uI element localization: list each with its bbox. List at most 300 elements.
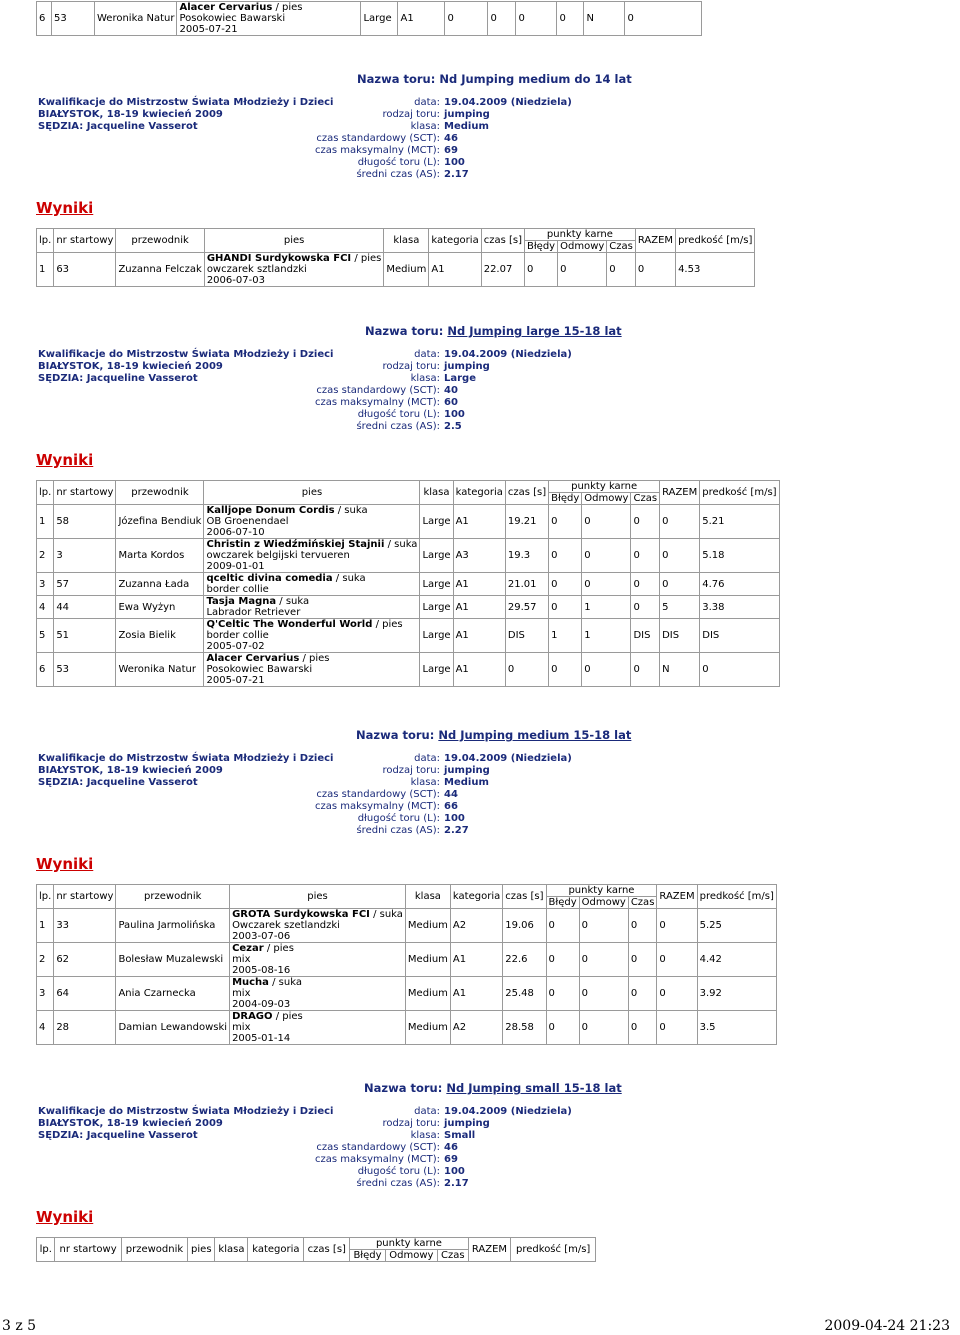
competition-judge: SĘDZIA: Jacqueline Vasserot bbox=[38, 1130, 198, 1141]
info-value: Medium bbox=[444, 777, 489, 788]
klasa-cell: Large bbox=[420, 596, 453, 619]
header-pczas: Czas bbox=[607, 241, 636, 253]
table-row bbox=[37, 2, 702, 36]
results-table bbox=[36, 480, 780, 687]
header-nr: nr startowy bbox=[54, 885, 116, 909]
info-value: jumping bbox=[444, 1118, 490, 1129]
header-punkty: punkty karne bbox=[524, 229, 635, 241]
odmowy-cell: 0 bbox=[558, 253, 607, 287]
header-razem: RAZEM bbox=[635, 229, 675, 253]
nr-cell: 58 bbox=[54, 505, 116, 539]
dog-birth: 2006-07-03 bbox=[206, 275, 265, 286]
odmowy-cell: 0 bbox=[582, 505, 631, 539]
info-label: czas standardowy (SCT): bbox=[316, 133, 440, 144]
bledy-cell: 1 bbox=[549, 619, 582, 653]
header-kategoria: kategoria bbox=[248, 1238, 304, 1262]
header-przewodnik: przewodnik bbox=[116, 885, 230, 909]
competition-location: BIAŁYSTOK, 18-19 kwiecień 2009 bbox=[38, 765, 223, 776]
razem-cell: 0 bbox=[660, 573, 700, 596]
route-title-label: Nazwa toru: bbox=[357, 72, 436, 86]
razem-cell: 0 bbox=[660, 505, 700, 539]
header-przewodnik: przewodnik bbox=[116, 229, 204, 253]
bledy-cell: 0 bbox=[524, 253, 557, 287]
dog-name: qceltic divina comedia bbox=[206, 573, 333, 584]
info-value: 100 bbox=[444, 813, 465, 824]
handler-cell: Damian Lewandowski bbox=[116, 1011, 230, 1045]
nr-cell: 44 bbox=[54, 596, 116, 619]
kategoria-cell: A1 bbox=[453, 505, 505, 539]
header-razem: RAZEM bbox=[660, 481, 700, 505]
header-punkty: punkty karne bbox=[350, 1238, 468, 1250]
route-info-length bbox=[280, 1166, 680, 1178]
razem-cell: N bbox=[584, 2, 625, 36]
info-label: klasa: bbox=[410, 121, 440, 132]
info-label: rodzaj toru: bbox=[382, 361, 440, 372]
predkosc-cell: 3.5 bbox=[697, 1011, 776, 1045]
nr-cell: 64 bbox=[54, 977, 116, 1011]
predkosc-cell: 3.92 bbox=[697, 977, 776, 1011]
czas-cell: 22.07 bbox=[481, 253, 524, 287]
razem-cell: 0 bbox=[657, 909, 697, 943]
info-value: jumping bbox=[444, 361, 490, 372]
pkt_czas-cell: 0 bbox=[628, 977, 657, 1011]
odmowy-cell: 0 bbox=[582, 573, 631, 596]
kategoria-cell: A1 bbox=[429, 253, 481, 287]
nr-cell: 53 bbox=[54, 653, 116, 687]
info-label: rodzaj toru: bbox=[382, 109, 440, 120]
page-number: 3 z 5 bbox=[2, 1318, 37, 1334]
dog-birth: 2003-07-06 bbox=[232, 931, 291, 942]
razem-cell: 0 bbox=[635, 253, 675, 287]
header-row bbox=[37, 481, 780, 493]
info-label: średni czas (AS): bbox=[356, 825, 440, 836]
table-row bbox=[37, 505, 780, 539]
results-heading: Wyniki bbox=[36, 199, 94, 217]
info-label: długość toru (L): bbox=[357, 157, 440, 168]
klasa-cell: Medium bbox=[384, 253, 429, 287]
razem-cell: 0 bbox=[657, 1011, 697, 1045]
predkosc-cell: 0 bbox=[700, 653, 779, 687]
table-row bbox=[37, 977, 777, 1011]
header-lp: lp. bbox=[37, 229, 54, 253]
dog-breed: mix bbox=[232, 954, 251, 965]
header-pies: pies bbox=[204, 229, 384, 253]
info-value: 2.5 bbox=[444, 421, 462, 432]
competition-competition: Kwalifikacje do Mistrzostw Świata Młodzieży i Dzieci bbox=[38, 1106, 334, 1117]
header-pies: pies bbox=[188, 1238, 215, 1262]
dog-breed: owczarek belgijski tervueren bbox=[206, 550, 350, 561]
header-czas: czas [s] bbox=[503, 885, 546, 909]
pkt_czas-cell: 0 bbox=[631, 539, 660, 573]
header-kategoria: kategoria bbox=[429, 229, 481, 253]
kategoria-cell: A2 bbox=[450, 909, 502, 943]
dog-birth: 2005-07-21 bbox=[179, 24, 238, 35]
dog-cell: Christin z Wiedźmińskiej Stajnii / suka owczarek belgijski tervueren 2009-01-01 bbox=[204, 539, 420, 573]
dog-breed: border collie bbox=[206, 584, 269, 595]
header-punkty: punkty karne bbox=[546, 885, 657, 897]
dog-cell: Kalljope Donum Cordis / suka OB Groenendael 2006-07-10 bbox=[204, 505, 420, 539]
bledy-cell: 0 bbox=[488, 2, 516, 36]
handler-cell: Bolesław Muzalewski bbox=[116, 943, 230, 977]
route-info-type bbox=[280, 109, 680, 121]
bledy-cell: 0 bbox=[546, 1011, 579, 1045]
table-row bbox=[37, 619, 780, 653]
czas-cell: DIS bbox=[505, 619, 548, 653]
info-value: Medium bbox=[444, 121, 489, 132]
pkt_czas-cell: DIS bbox=[631, 619, 660, 653]
info-label: czas maksymalny (MCT): bbox=[314, 397, 440, 408]
kategoria-cell: A1 bbox=[450, 977, 502, 1011]
header-bledy: Błędy bbox=[350, 1250, 385, 1262]
dog-cell: qceltic divina comedia / suka border collie bbox=[204, 573, 420, 596]
route-info bbox=[280, 1106, 680, 1190]
klasa-cell: Large bbox=[361, 2, 398, 36]
table-row bbox=[37, 573, 780, 596]
header-row bbox=[37, 885, 777, 897]
table-row bbox=[37, 909, 777, 943]
czas-cell: 19.21 bbox=[505, 505, 548, 539]
dog-cell: Q'Celtic The Wonderful World / pies border collie 2005-07-02 bbox=[204, 619, 420, 653]
header-odmowy: Odmowy bbox=[558, 241, 607, 253]
handler-cell: Zosia Bielik bbox=[116, 619, 204, 653]
nr-cell: 62 bbox=[54, 943, 116, 977]
odmowy-cell: 0 bbox=[579, 977, 628, 1011]
pkt_czas-cell: 0 bbox=[631, 573, 660, 596]
dog-birth: 2005-07-02 bbox=[206, 641, 265, 652]
dog-breed: mix bbox=[232, 1022, 251, 1033]
table-row bbox=[37, 1011, 777, 1045]
dog-cell: GHANDI Surdykowska FCI / pies owczarek sztlandzki 2006-07-03 bbox=[204, 253, 384, 287]
table-row bbox=[37, 539, 780, 573]
bledy-cell: 0 bbox=[549, 653, 582, 687]
info-value: Large bbox=[444, 373, 476, 384]
header-razem: RAZEM bbox=[657, 885, 697, 909]
continued-results-table bbox=[36, 1, 702, 36]
predkosc-cell: 5.18 bbox=[700, 539, 779, 573]
competition-judge: SĘDZIA: Jacqueline Vasserot bbox=[38, 777, 198, 788]
bledy-cell: 0 bbox=[546, 977, 579, 1011]
dog-name: Cezar bbox=[232, 943, 264, 954]
competition-competition: Kwalifikacje do Mistrzostw Świata Młodzieży i Dzieci bbox=[38, 97, 334, 108]
info-value: 100 bbox=[444, 157, 465, 168]
header-punkty: punkty karne bbox=[549, 481, 660, 493]
pkt_czas-cell: 0 bbox=[628, 909, 657, 943]
header-odmowy: Odmowy bbox=[579, 897, 628, 909]
dog-breed: Owczarek szetlandzki bbox=[232, 920, 340, 931]
kategoria-cell: A1 bbox=[453, 573, 505, 596]
dog-birth: 2006-07-10 bbox=[206, 527, 265, 538]
dog-name: Alacer Cervarius bbox=[179, 2, 273, 13]
route-info-date bbox=[280, 349, 680, 361]
route-name: Nd Jumping medium do 14 lat bbox=[439, 72, 632, 86]
route-title bbox=[364, 1081, 622, 1095]
header-czas: czas [s] bbox=[505, 481, 548, 505]
info-label: klasa: bbox=[410, 373, 440, 384]
dog-breed: mix bbox=[232, 988, 251, 999]
kategoria-cell: A1 bbox=[398, 2, 445, 36]
info-value: 60 bbox=[444, 397, 458, 408]
route-info-type bbox=[280, 361, 680, 373]
header-czas: czas [s] bbox=[304, 1238, 350, 1262]
odmowy-cell: 0 bbox=[579, 1011, 628, 1045]
header-pczas: Czas bbox=[438, 1250, 468, 1262]
results-heading: Wyniki bbox=[36, 1208, 94, 1226]
route-info-class bbox=[280, 1130, 680, 1142]
info-label: data: bbox=[414, 349, 440, 360]
competition-judge: SĘDZIA: Jacqueline Vasserot bbox=[38, 121, 198, 132]
klasa-cell: Large bbox=[420, 653, 453, 687]
klasa-cell: Medium bbox=[405, 1011, 450, 1045]
results-table bbox=[36, 1237, 596, 1262]
lp-cell: 1 bbox=[37, 253, 54, 287]
handler-cell: Józefina Bendiuk bbox=[116, 505, 204, 539]
route-info-length bbox=[280, 813, 680, 825]
klasa-cell: Large bbox=[420, 619, 453, 653]
dog-cell: Tasja Magna / suka Labrador Retriever bbox=[204, 596, 420, 619]
dog-name: Mucha bbox=[232, 977, 269, 988]
czas-cell: 19.06 bbox=[503, 909, 546, 943]
header-odmowy: Odmowy bbox=[582, 493, 631, 505]
dog-sex: suka bbox=[344, 505, 368, 516]
razem-cell: 0 bbox=[660, 539, 700, 573]
pkt_czas-cell: 0 bbox=[607, 253, 636, 287]
header-lp: lp. bbox=[37, 481, 54, 505]
lp-cell: 6 bbox=[37, 2, 52, 36]
header-bledy: Błędy bbox=[549, 493, 582, 505]
route-info bbox=[280, 97, 680, 181]
info-value: jumping bbox=[444, 765, 490, 776]
dog-name: Tasja Magna bbox=[206, 596, 277, 607]
klasa-cell: Large bbox=[420, 573, 453, 596]
klasa-cell: Medium bbox=[405, 943, 450, 977]
header-row bbox=[37, 229, 755, 241]
czas-cell: 0 bbox=[505, 653, 548, 687]
info-label: czas standardowy (SCT): bbox=[316, 1142, 440, 1153]
info-label: data: bbox=[414, 753, 440, 764]
info-label: średni czas (AS): bbox=[356, 1178, 440, 1189]
klasa-cell: Large bbox=[420, 505, 453, 539]
header-nr: nr startowy bbox=[55, 1238, 121, 1262]
dog-sex: suka bbox=[285, 596, 310, 607]
dog-breed: OB Groenendael bbox=[206, 516, 289, 527]
info-value: 2.27 bbox=[444, 825, 469, 836]
odmowy-cell: 0 bbox=[582, 653, 631, 687]
info-label: data: bbox=[414, 97, 440, 108]
odmowy-cell: 0 bbox=[579, 909, 628, 943]
dog-sex: suka bbox=[394, 539, 418, 550]
route-title-label: Nazwa toru: bbox=[364, 1081, 443, 1095]
dog-name: GROTA Surdykowska FCI bbox=[232, 909, 370, 920]
header-predkosc: predkość [m/s] bbox=[697, 885, 776, 909]
route-info-date bbox=[280, 753, 680, 765]
header-pczas: Czas bbox=[631, 493, 660, 505]
dog-sex: pies bbox=[360, 253, 382, 264]
route-info-avg bbox=[280, 421, 680, 433]
header-predkosc: predkość [m/s] bbox=[700, 481, 779, 505]
lp-cell: 2 bbox=[37, 943, 54, 977]
header-czas: czas [s] bbox=[481, 229, 524, 253]
results-heading: Wyniki bbox=[36, 451, 94, 469]
header-nr: nr startowy bbox=[54, 481, 116, 505]
info-label: klasa: bbox=[410, 1130, 440, 1141]
results-heading: Wyniki bbox=[36, 855, 94, 873]
route-info-avg bbox=[280, 1178, 680, 1190]
handler-cell: Paulina Jarmolińska bbox=[116, 909, 230, 943]
route-name: Nd Jumping large 15-18 lat bbox=[447, 324, 622, 338]
dog-birth: 2004-09-03 bbox=[232, 999, 291, 1010]
dog-sex: pies bbox=[282, 2, 303, 13]
kategoria-cell: A1 bbox=[453, 653, 505, 687]
pkt_czas-cell: 0 bbox=[628, 943, 657, 977]
route-info-length bbox=[280, 157, 680, 169]
info-value: 100 bbox=[444, 1166, 465, 1177]
razem-cell: 5 bbox=[660, 596, 700, 619]
route-info-length bbox=[280, 409, 680, 421]
razem-cell: 0 bbox=[657, 943, 697, 977]
header-klasa: klasa bbox=[215, 1238, 248, 1262]
bledy-cell: 0 bbox=[549, 505, 582, 539]
predkosc-cell: 5.25 bbox=[697, 909, 776, 943]
info-label: długość toru (L): bbox=[357, 813, 440, 824]
razem-cell: 0 bbox=[657, 977, 697, 1011]
info-value: 19.04.2009 (Niedziela) bbox=[444, 1106, 572, 1117]
info-label: średni czas (AS): bbox=[356, 169, 440, 180]
print-timestamp: 2009-04-24 21:23 bbox=[824, 1318, 950, 1334]
competition-location: BIAŁYSTOK, 18-19 kwiecień 2009 bbox=[38, 361, 223, 372]
info-label: czas standardowy (SCT): bbox=[316, 385, 440, 396]
pczas-cell: 0 bbox=[557, 2, 584, 36]
lp-cell: 4 bbox=[37, 596, 54, 619]
info-value: jumping bbox=[444, 109, 490, 120]
info-value: 19.04.2009 (Niedziela) bbox=[444, 753, 572, 764]
header-lp: lp. bbox=[37, 885, 54, 909]
dog-name: DRAGO bbox=[232, 1011, 273, 1022]
route-title bbox=[365, 324, 622, 338]
info-value: 2.17 bbox=[444, 169, 469, 180]
route-info-sct bbox=[280, 789, 680, 801]
kategoria-cell: A3 bbox=[453, 539, 505, 573]
route-info-date bbox=[280, 97, 680, 109]
route-info-mct bbox=[280, 1154, 680, 1166]
bledy-cell: 0 bbox=[549, 596, 582, 619]
competition-location: BIAŁYSTOK, 18-19 kwiecień 2009 bbox=[38, 1118, 223, 1129]
competition-location: BIAŁYSTOK, 18-19 kwiecień 2009 bbox=[38, 109, 223, 120]
predkosc-cell: 0 bbox=[625, 2, 702, 36]
lp-cell: 4 bbox=[37, 1011, 54, 1045]
route-title bbox=[356, 728, 631, 742]
header-pczas: Czas bbox=[628, 897, 657, 909]
header-klasa: klasa bbox=[405, 885, 450, 909]
razem-cell: N bbox=[660, 653, 700, 687]
dog-name: Alacer Cervarius bbox=[206, 653, 300, 664]
nr-cell: 28 bbox=[54, 1011, 116, 1045]
dog-cell: Alacer Cervarius / pies Posokowiec Bawarski 2005-07-21 bbox=[204, 653, 420, 687]
dog-breed: Posokowiec Bawarski bbox=[179, 13, 286, 24]
route-title bbox=[357, 72, 632, 86]
route-info-date bbox=[280, 1106, 680, 1118]
handler-cell: Marta Kordos bbox=[116, 539, 204, 573]
info-value: 46 bbox=[444, 1142, 458, 1153]
competition-competition: Kwalifikacje do Mistrzostw Świata Młodzieży i Dzieci bbox=[38, 349, 334, 360]
lp-cell: 3 bbox=[37, 977, 54, 1011]
dog-birth: 2009-01-01 bbox=[206, 561, 265, 572]
route-title-label: Nazwa toru: bbox=[365, 324, 444, 338]
dog-name: Christin z Wiedźmińskiej Stajnii bbox=[206, 539, 385, 550]
route-info bbox=[280, 349, 680, 433]
lp-cell: 5 bbox=[37, 619, 54, 653]
lp-cell: 1 bbox=[37, 505, 54, 539]
razem-cell: DIS bbox=[660, 619, 700, 653]
handler-cell: Ewa Wyżyn bbox=[116, 596, 204, 619]
odmowy-cell: 0 bbox=[579, 943, 628, 977]
czas-cell: 0 bbox=[445, 2, 488, 36]
dog-cell: GROTA Surdykowska FCI / suka Owczarek szetlandzki 2003-07-06 bbox=[230, 909, 406, 943]
bledy-cell: 0 bbox=[546, 909, 579, 943]
pkt_czas-cell: 0 bbox=[631, 505, 660, 539]
handler-cell: Ania Czarnecka bbox=[116, 977, 230, 1011]
table-row bbox=[37, 253, 755, 287]
czas-cell: 28.58 bbox=[503, 1011, 546, 1045]
predkosc-cell: 4.53 bbox=[676, 253, 755, 287]
predkosc-cell: DIS bbox=[700, 619, 779, 653]
header-bledy: Błędy bbox=[524, 241, 557, 253]
lp-cell: 2 bbox=[37, 539, 54, 573]
nr-cell: 51 bbox=[54, 619, 116, 653]
info-value: 40 bbox=[444, 385, 458, 396]
bledy-cell: 0 bbox=[549, 539, 582, 573]
handler-cell: Weronika Natur bbox=[95, 2, 177, 36]
pkt_czas-cell: 0 bbox=[631, 596, 660, 619]
czas-cell: 25.48 bbox=[503, 977, 546, 1011]
route-info-mct bbox=[280, 397, 680, 409]
lp-cell: 6 bbox=[37, 653, 54, 687]
klasa-cell: Medium bbox=[405, 977, 450, 1011]
header-pies: pies bbox=[204, 481, 420, 505]
dog-cell: Mucha / suka mix 2004-09-03 bbox=[230, 977, 406, 1011]
header-predkosc: predkość [m/s] bbox=[676, 229, 755, 253]
kategoria-cell: A1 bbox=[453, 619, 505, 653]
info-label: data: bbox=[414, 1106, 440, 1117]
nr-cell: 63 bbox=[54, 253, 116, 287]
dog-sex: pies bbox=[273, 943, 294, 954]
route-info-avg bbox=[280, 825, 680, 837]
info-label: klasa: bbox=[410, 777, 440, 788]
info-label: rodzaj toru: bbox=[382, 1118, 440, 1129]
nr-cell: 53 bbox=[52, 2, 95, 36]
dog-name: Kalljope Donum Cordis bbox=[206, 505, 335, 516]
czas-cell: 19.3 bbox=[505, 539, 548, 573]
handler-cell: Weronika Natur bbox=[116, 653, 204, 687]
dog-breed: owczarek sztlandzki bbox=[206, 264, 307, 275]
dog-name: Q'Celtic The Wonderful World bbox=[206, 619, 373, 630]
route-info-type bbox=[280, 765, 680, 777]
route-info bbox=[280, 753, 680, 837]
dog-sex: pies bbox=[382, 619, 403, 630]
predkosc-cell: 4.76 bbox=[700, 573, 779, 596]
kategoria-cell: A2 bbox=[450, 1011, 502, 1045]
nr-cell: 57 bbox=[54, 573, 116, 596]
dog-cell: Alacer Cervarius / pies Posokowiec Bawarski 2005-07-21 bbox=[177, 2, 361, 36]
info-value: 100 bbox=[444, 409, 465, 420]
dog-birth: 2005-07-21 bbox=[206, 675, 265, 686]
predkosc-cell: 5.21 bbox=[700, 505, 779, 539]
info-value: Small bbox=[444, 1130, 476, 1141]
odmowy-cell: 0 bbox=[516, 2, 557, 36]
info-value: 46 bbox=[444, 133, 458, 144]
dog-sex: suka bbox=[342, 573, 366, 584]
route-info-sct bbox=[280, 1142, 680, 1154]
dog-breed: Posokowiec Bawarski bbox=[206, 664, 313, 675]
